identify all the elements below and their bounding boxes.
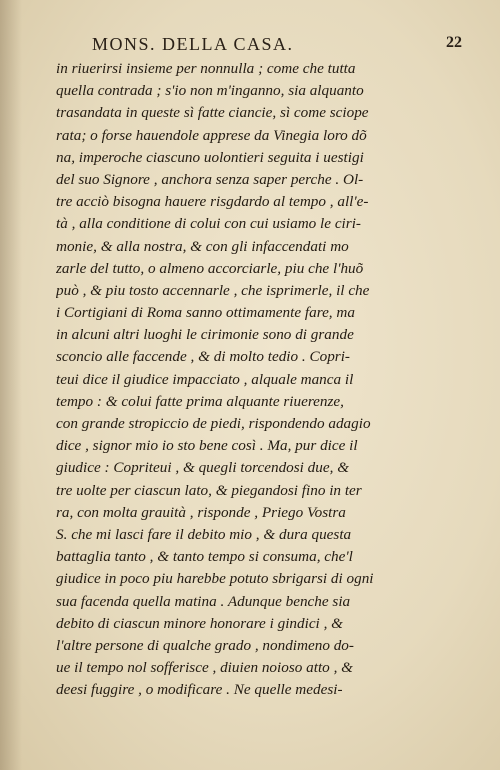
text-line: ue il tempo nol sofferisce , diuien noioso atto , &: [56, 659, 353, 677]
running-head: MONS. DELLA CASA.: [92, 34, 294, 54]
text-line: sconcio alle faccende , & di molto tedio . Copri-: [56, 348, 350, 366]
text-line: in alcuni altri luoghi le cirimonie sono di grande: [56, 326, 354, 344]
text-line: deesi fuggire , o modificare . Ne quelle medesi-: [56, 681, 343, 699]
text-line: trasandata in queste sì fatte ciancie, sì come sciope: [56, 104, 369, 122]
text-line: tre uolte per ciascun lato, & piegandosi fino in ter: [56, 481, 362, 499]
text-line: zarle del tutto, o almeno accorciarle, piu che l'huõ: [56, 259, 364, 277]
folio-number: 22: [446, 34, 462, 51]
text-line: l'altre persone di qualche grado , nondimeno do-: [56, 636, 354, 654]
text-line: ra, con molta grauità , risponde , Priego Vostra: [56, 503, 346, 521]
text-line: tempo : & colui fatte prima alquante riuerenze,: [56, 392, 344, 410]
text-line: quella contrada ; s'io non m'inganno, sia alquanto: [56, 82, 364, 100]
text-line: S. che mi lasci fare il debito mio , & dura questa: [56, 525, 352, 543]
text-line: può , & piu tosto accennarle , che isprimerle, il che: [56, 281, 370, 299]
text-line: rata; o forse hauendole apprese da Vinegia loro dõ: [56, 126, 367, 144]
text-line: tà , alla conditione di colui con cui usiamo le ciri-: [56, 215, 361, 233]
text-line: del suo Signore , anchora senza saper perche . Ol-: [56, 170, 364, 188]
text-line: monie, & alla nostra, & con gli infaccendati mo: [56, 237, 349, 255]
text-line: teui dice il giudice impacciato , alquale manca il: [56, 370, 354, 388]
text-line: dice , signor mio io sto bene così . Ma, pur dice il: [56, 437, 358, 455]
text-line: giudice in poco piu harebbe potuto sbrigarsi di ogni: [56, 570, 374, 588]
text-line: in riuerirsi insieme per nonnulla ; come che tutta: [56, 60, 356, 77]
text-line: tre acciò bisogna hauere risgdardo al tempo , all'e-: [56, 193, 369, 211]
text-line: na, imperoche ciascuno uolontieri seguita i uestigi: [56, 148, 364, 166]
text-line: i Cortigiani di Roma sanno ottimamente fare, ma: [56, 304, 355, 322]
text-line: sua facenda quella matina . Adunque benche sia: [56, 592, 351, 610]
gutter-shadow: [0, 0, 22, 770]
text-line: battaglia tanto , & tanto tempo si consuma, che'l: [56, 548, 353, 566]
text-line: giudice : Copriteui , & quegli torcendosi due, &: [56, 459, 350, 477]
text-block: [56, 58, 456, 701]
text-line: con grande stropiccio de piedi, rispondendo adagio: [56, 415, 371, 432]
text-line: debito di ciascun minore honorare i gindici , &: [56, 614, 343, 632]
